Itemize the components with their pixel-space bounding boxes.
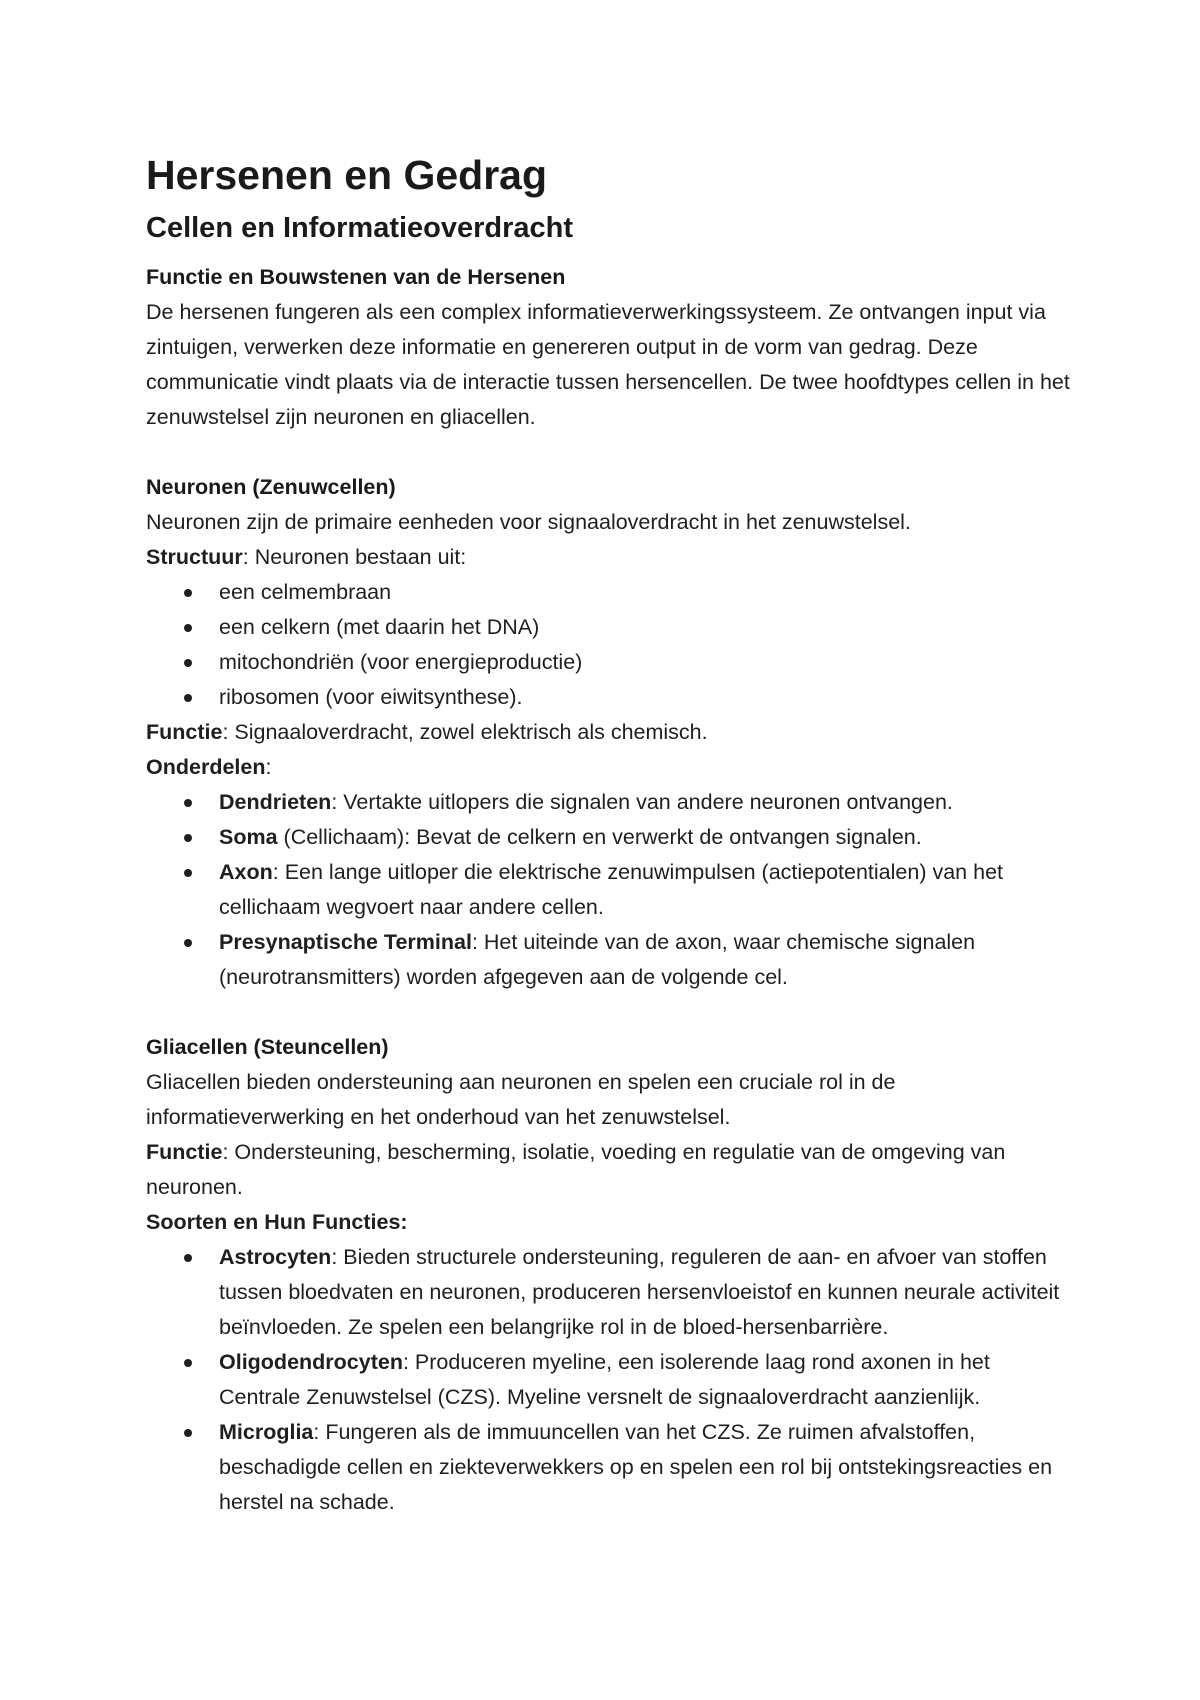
bullet-icon	[184, 869, 192, 877]
list-item: Astrocyten: Bieden structurele ondersteuning, reguleren de aan- en afvoer van stoffen tussen bloedvaten en neuronen, produceren hersenvloeistof en kunnen neurale activiteit beïnvloeden. Ze spelen een belangrijke rol in de bloed-hersenbarrière.	[219, 1240, 1076, 1345]
bullet-icon	[184, 659, 192, 667]
list-item: Dendrieten: Vertakte uitlopers die signalen van andere neuronen ontvangen.	[219, 785, 1076, 820]
bullet-icon	[184, 834, 192, 842]
bullet-icon	[184, 1254, 192, 1262]
text: : Neuronen bestaan uit:	[242, 545, 467, 569]
paragraph: De hersenen fungeren als een complex informatieverwerkingssysteem. Ze ontvangen input via zintuigen, verwerken deze informatie en genereren output in de vorm van gedrag. Deze communicatie vindt plaats via de interactie tussen hersencellen. De twee hoofdtypes cellen in het zenuwstelsel zijn neuronen en gliacellen.	[146, 300, 1070, 429]
list-item: mitochondriën (voor energieproductie)	[219, 645, 1076, 680]
text: : Ondersteuning, bescherming, isolatie, voeding en regulatie van de omgeving van neuronen.	[146, 1140, 1006, 1199]
parts-list	[146, 785, 1076, 995]
text: : Signaaloverdracht, zowel elektrisch als chemisch.	[222, 720, 708, 744]
section-heading: Functie en Bouwstenen van de Hersenen	[146, 265, 566, 289]
label: Functie	[146, 1140, 223, 1164]
list-item: Axon: Een lange uitloper die elektrische zenuwimpulsen (actiepotentialen) van het cellichaam wegvoert naar andere cellen.	[219, 855, 1076, 925]
types-heading: Soorten en Hun Functies:	[146, 1210, 408, 1234]
section-heading: Neuronen (Zenuwcellen)	[146, 475, 396, 499]
paragraph: Neuronen zijn de primaire eenheden voor signaaloverdracht in het zenuwstelsel.	[146, 510, 911, 534]
list-item: Presynaptische Terminal: Het uiteinde van de axon, waar chemische signalen (neurotransmitters) worden afgegeven aan de volgende cel.	[219, 925, 1076, 995]
bullet-icon	[184, 799, 192, 807]
document-subtitle: Cellen en Informatieoverdracht	[146, 212, 574, 244]
document-title: Hersenen en Gedrag	[146, 152, 548, 198]
bullet-icon	[184, 1359, 192, 1367]
text: :	[265, 755, 272, 779]
section-brain-function	[146, 260, 1076, 1520]
structure-list	[146, 575, 1076, 715]
label: Structuur	[146, 545, 243, 569]
document-page	[146, 150, 1076, 1520]
bullet-icon	[184, 589, 192, 597]
bullet-icon	[184, 624, 192, 632]
bullet-icon	[184, 1429, 192, 1437]
bullet-icon	[184, 694, 192, 702]
label: Functie	[146, 720, 223, 744]
function-line	[146, 715, 1076, 750]
function-line	[146, 1135, 1076, 1205]
bullet-icon	[184, 939, 192, 947]
list-item: Oligodendrocyten: Produceren myeline, een isolerende laag rond axonen in het Centrale Zenuwstelsel (CZS). Myeline versnelt de signaaloverdracht aanzienlijk.	[219, 1345, 1076, 1415]
types-list	[146, 1240, 1076, 1520]
structure-line	[146, 540, 1076, 575]
list-item: Soma (Cellichaam): Bevat de celkern en verwerkt de ontvangen signalen.	[219, 820, 1076, 855]
list-item: een celkern (met daarin het DNA)	[219, 610, 1076, 645]
list-item: een celmembraan	[219, 575, 1076, 610]
list-item: Microglia: Fungeren als de immuuncellen van het CZS. Ze ruimen afvalstoffen, beschadigde cellen en ziekteverwekkers op en spelen een rol bij ontstekingsreacties en herstel na schade.	[219, 1415, 1076, 1520]
label: Onderdelen	[146, 755, 266, 779]
section-heading: Gliacellen (Steuncellen)	[146, 1035, 389, 1059]
list-item: ribosomen (voor eiwitsynthese).	[219, 680, 1076, 715]
paragraph: Gliacellen bieden ondersteuning aan neuronen en spelen een cruciale rol in de informatieverwerking en het onderhoud van het zenuwstelsel.	[146, 1070, 896, 1129]
parts-line	[146, 750, 1076, 785]
